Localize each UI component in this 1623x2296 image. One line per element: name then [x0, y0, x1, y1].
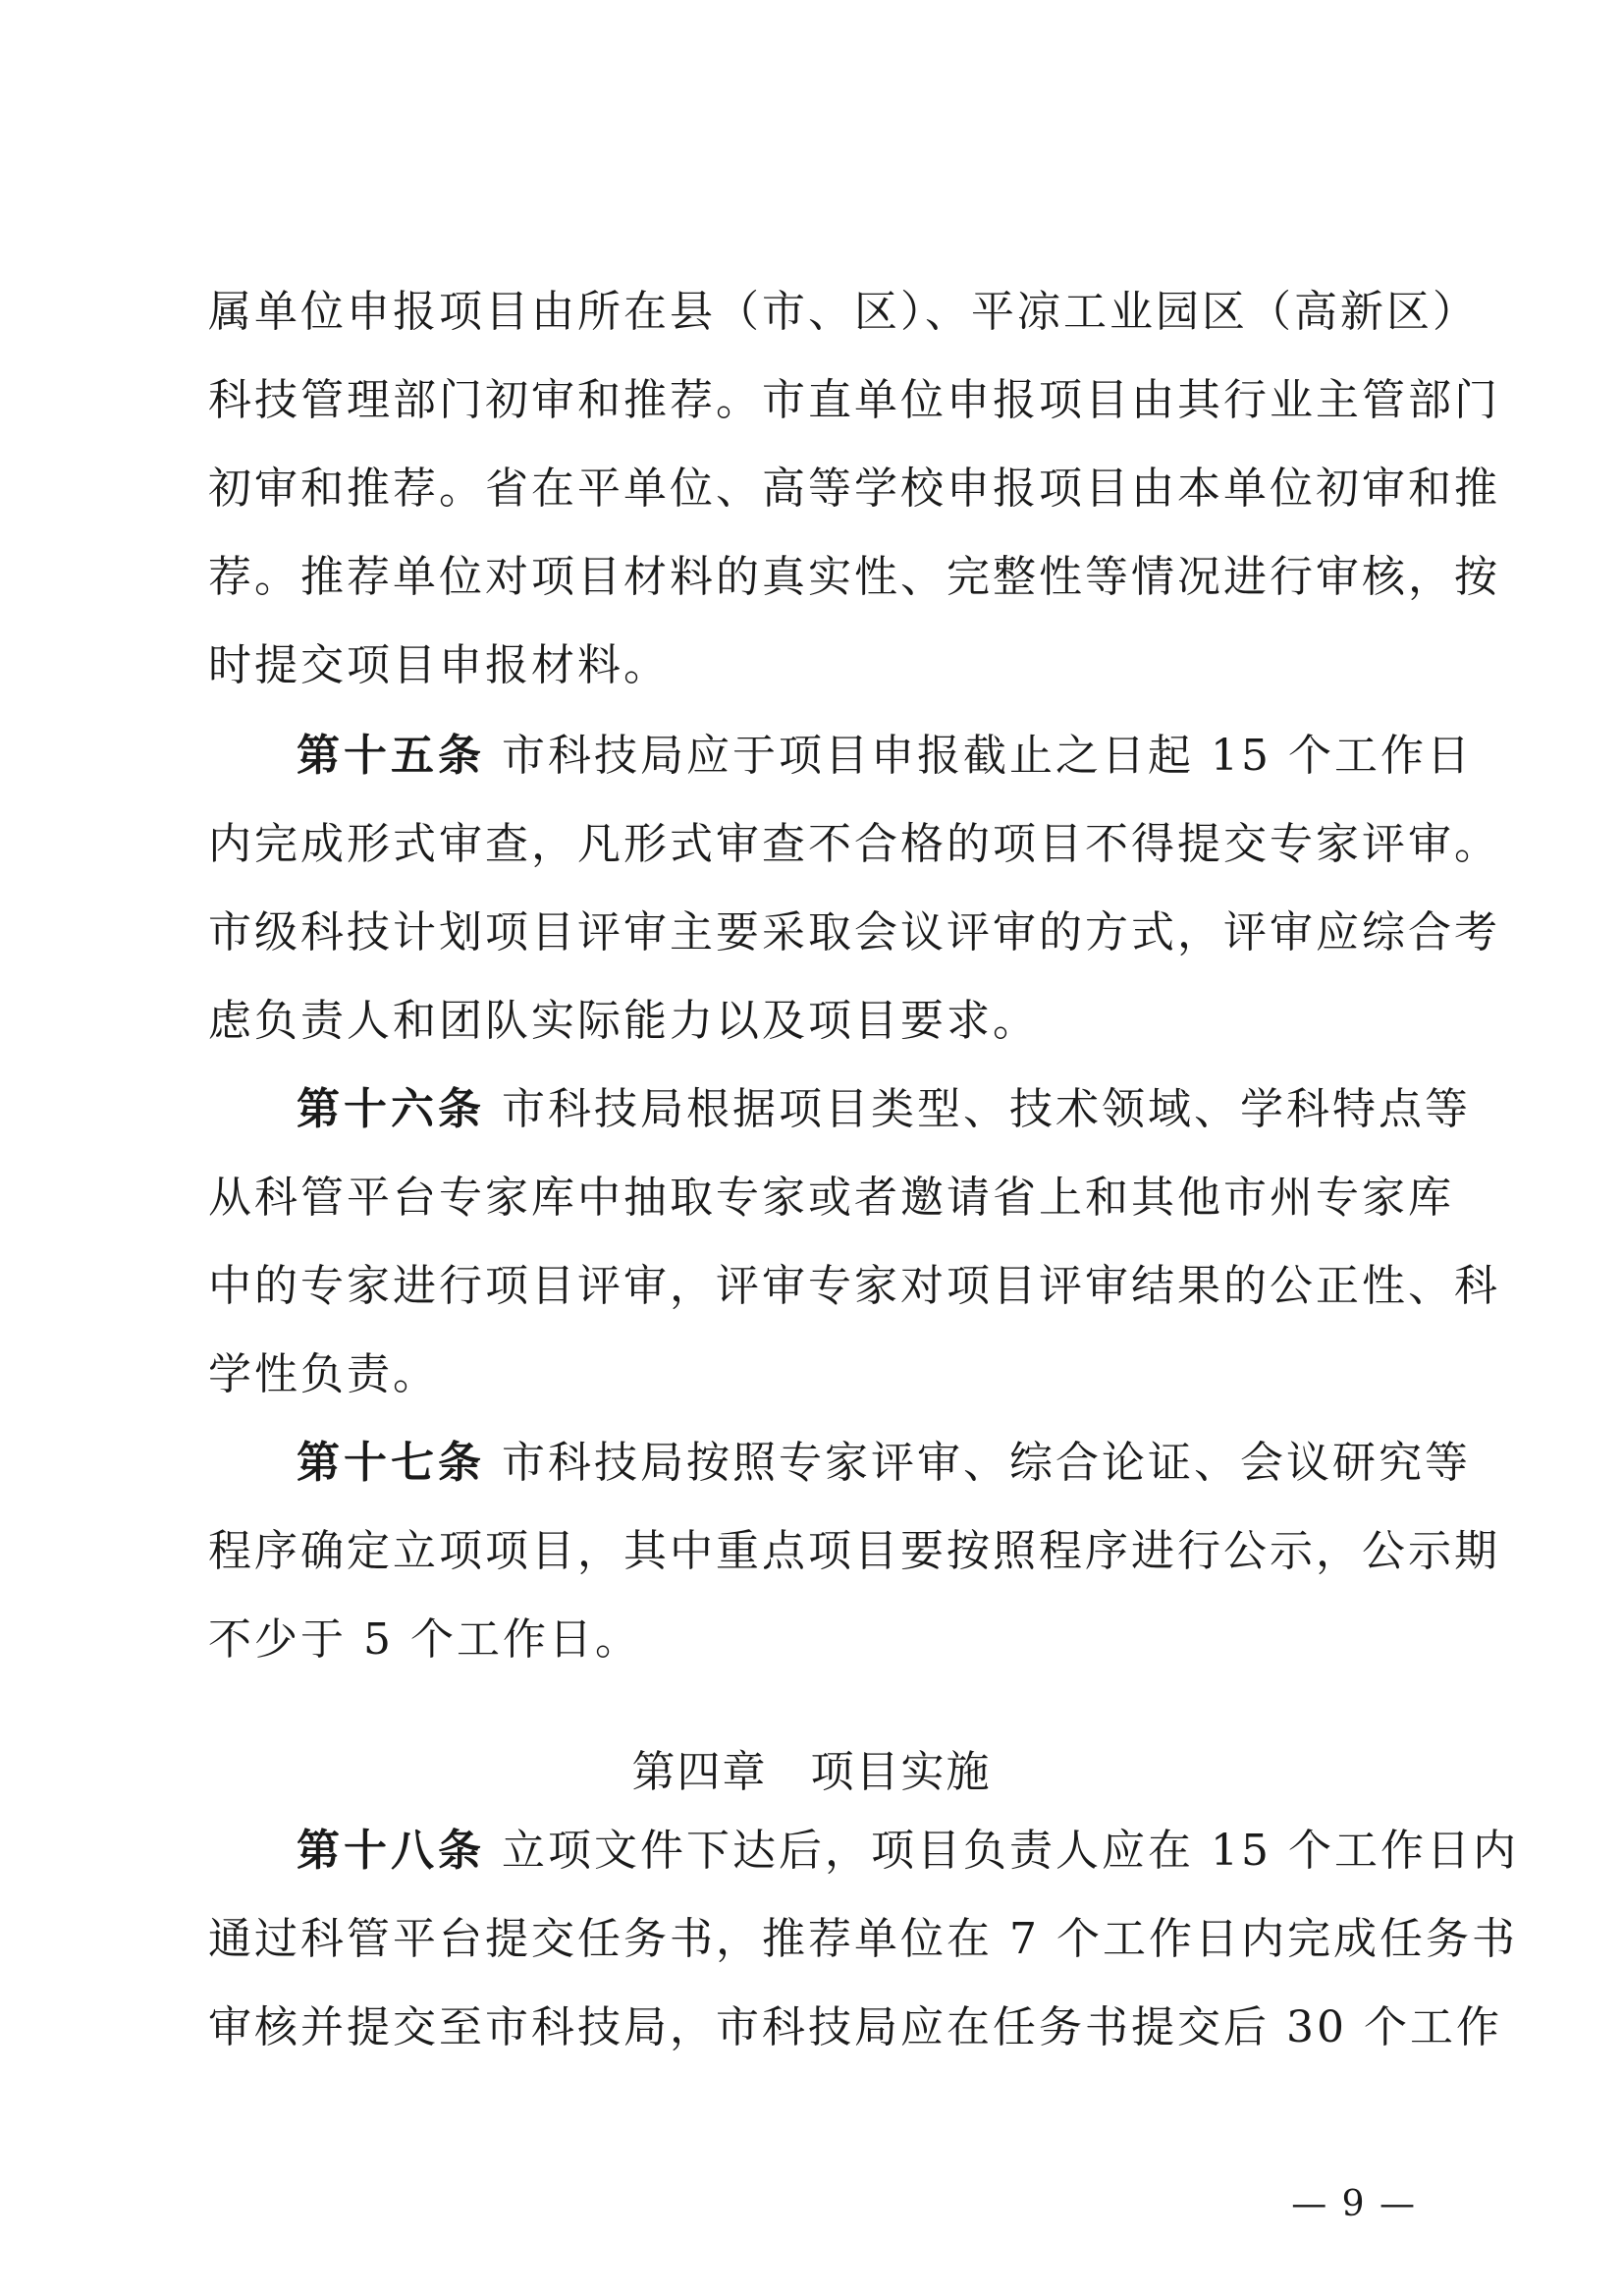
article-15-first-line: [297, 727, 1473, 786]
chapter-number: 第四章: [631, 1747, 768, 1797]
paragraph-line: 时提交项目申报材料。: [208, 640, 670, 690]
article-16-first-line: [297, 1080, 1471, 1139]
chapter-heading: [0, 1743, 1623, 1802]
paragraph-line: 从科管平台专家库中抽取专家或者邀请省上和其他市州专家库: [208, 1173, 1454, 1223]
paragraph-line: 中的专家进行项目评审，评审专家对项目评审结果的公正性、科: [208, 1261, 1500, 1311]
article-18-label: 第十八条: [297, 1826, 485, 1876]
paragraph-line: 虑负责人和团队实际能力以及项目要求。: [208, 996, 1039, 1046]
article-18-text: 立项文件下达后，项目负责人应在 15 个工作日内: [502, 1826, 1519, 1876]
paragraph-line: 市级科技计划项目评审主要采取会议评审的方式，评审应综合考: [208, 907, 1500, 957]
article-16-text: 市科技局根据项目类型、技术领域、学科特点等: [502, 1084, 1471, 1134]
paragraph-line: 学性负责。: [208, 1349, 439, 1399]
paragraph-line: 审核并提交至市科技局，市科技局应在任务书提交后 30 个工作: [208, 2002, 1502, 2052]
article-15-text: 市科技局应于项目申报截止之日起 15 个工作日: [502, 731, 1473, 781]
paragraph-line: 科技管理部门初审和推荐。市直单位申报项目由其行业主管部门: [208, 375, 1500, 425]
article-18-first-line: [297, 1822, 1519, 1881]
article-17-text: 市科技局按照专家评审、综合论证、会议研究等: [502, 1438, 1471, 1488]
paragraph-line: 通过科管平台提交任务书，推荐单位在 7 个工作日内完成任务书: [208, 1914, 1518, 1964]
article-17-first-line: [297, 1434, 1471, 1493]
page-number: — 9 —: [1291, 2184, 1417, 2224]
paragraph-line: 不少于 5 个工作日。: [208, 1614, 641, 1665]
paragraph-line: 属单位申报项目由所在县（市、区）、平凉工业园区（高新区）: [208, 287, 1479, 337]
paragraph-line: 内完成形式审查，凡形式审查不合格的项目不得提交专家评审。: [208, 819, 1500, 869]
paragraph-line: 程序确定立项项目，其中重点项目要按照程序进行公示，公示期: [208, 1526, 1500, 1576]
chapter-title: 项目实施: [810, 1747, 992, 1797]
paragraph-line: 荐。推荐单位对项目材料的真实性、完整性等情况进行审核，按: [208, 552, 1500, 602]
article-16-label: 第十六条: [297, 1084, 485, 1134]
paragraph-line: 初审和推荐。省在平单位、高等学校申报项目由本单位初审和推: [208, 464, 1500, 514]
article-17-label: 第十七条: [297, 1438, 485, 1488]
article-15-label: 第十五条: [297, 731, 485, 781]
